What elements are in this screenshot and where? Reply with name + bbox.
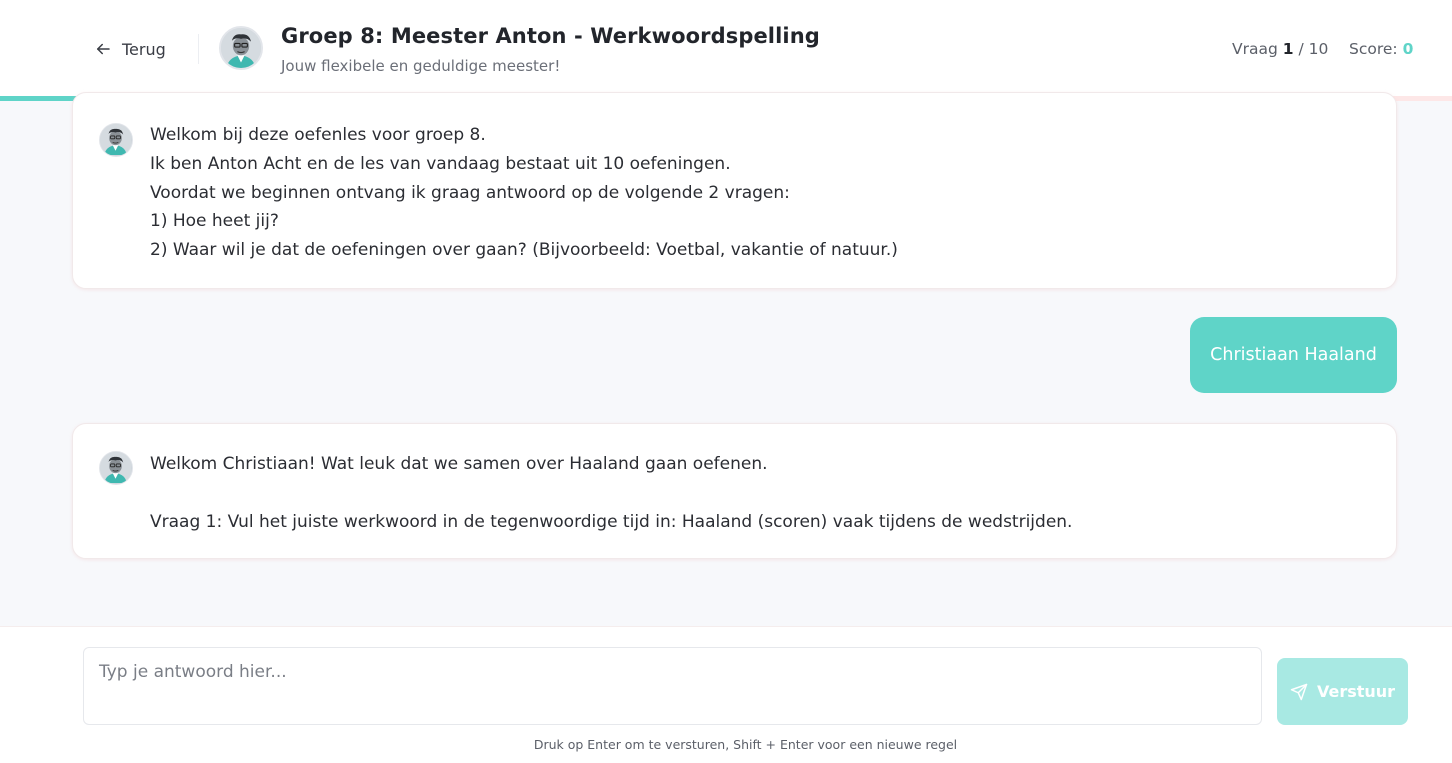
score-label: Score: [1349, 40, 1398, 58]
teacher-avatar-small [99, 451, 133, 485]
message-line: Vraag 1: Vul het juiste werkwoord in de tegenwoordige tijd in: Haaland (scoren) vaak tijdens de wedstrijden. [150, 511, 1073, 532]
page-title: Groep 8: Meester Anton - Werkwoordspelling [281, 24, 820, 48]
user-message-text: Christiaan Haaland [1210, 345, 1377, 365]
paper-plane-icon [1290, 683, 1308, 701]
back-button[interactable] [94, 36, 166, 62]
message-line: 2) Waar wil je dat de oefeningen over gaan? (Bijvoorbeeld: Voetbal, vakantie of natuur.) [150, 240, 898, 261]
question-counter [1232, 40, 1328, 58]
teacher-avatar-icon [100, 452, 131, 483]
score [1349, 40, 1413, 58]
score-value: 0 [1402, 40, 1414, 58]
send-button[interactable] [1277, 658, 1408, 725]
teacher-avatar-icon [100, 124, 131, 155]
question-current: 1 [1282, 40, 1294, 58]
header-divider [198, 34, 199, 64]
answer-input[interactable] [83, 647, 1262, 725]
message-line: Welkom bij deze oefenles voor groep 8. [150, 125, 486, 145]
bot-message [72, 92, 1397, 289]
message-line: Ik ben Anton Acht en de les van vandaag bestaat uit 10 oefeningen. [150, 153, 731, 174]
message-line: Welkom Christiaan! Wat leuk dat we samen over Haaland gaan oefenen. [150, 454, 768, 474]
bot-message [72, 423, 1397, 559]
user-message [1190, 317, 1397, 393]
teacher-avatar [219, 26, 263, 70]
arrow-left-icon [94, 40, 112, 58]
teacher-avatar-icon [221, 28, 261, 68]
page-subtitle: Jouw flexibele en geduldige meester! [281, 57, 561, 75]
teacher-avatar-small [99, 123, 133, 157]
header [0, 0, 1452, 98]
question-label: Vraag [1232, 40, 1278, 58]
message-line: 1) Hoe heet jij? [150, 211, 279, 232]
composer-hint: Druk op Enter om te versturen, Shift + Enter voor een nieuwe regel [533, 737, 958, 752]
bot-message-text [150, 121, 1366, 265]
back-label: Terug [122, 39, 166, 59]
message-line: Voordat we beginnen ontvang ik graag antwoord op de volgende 2 vragen: [150, 182, 790, 203]
bot-message-text [150, 450, 1366, 536]
message-line [150, 479, 1366, 508]
send-label: Verstuur [1316, 682, 1396, 701]
question-total: / 10 [1298, 40, 1329, 58]
composer [0, 626, 1452, 763]
